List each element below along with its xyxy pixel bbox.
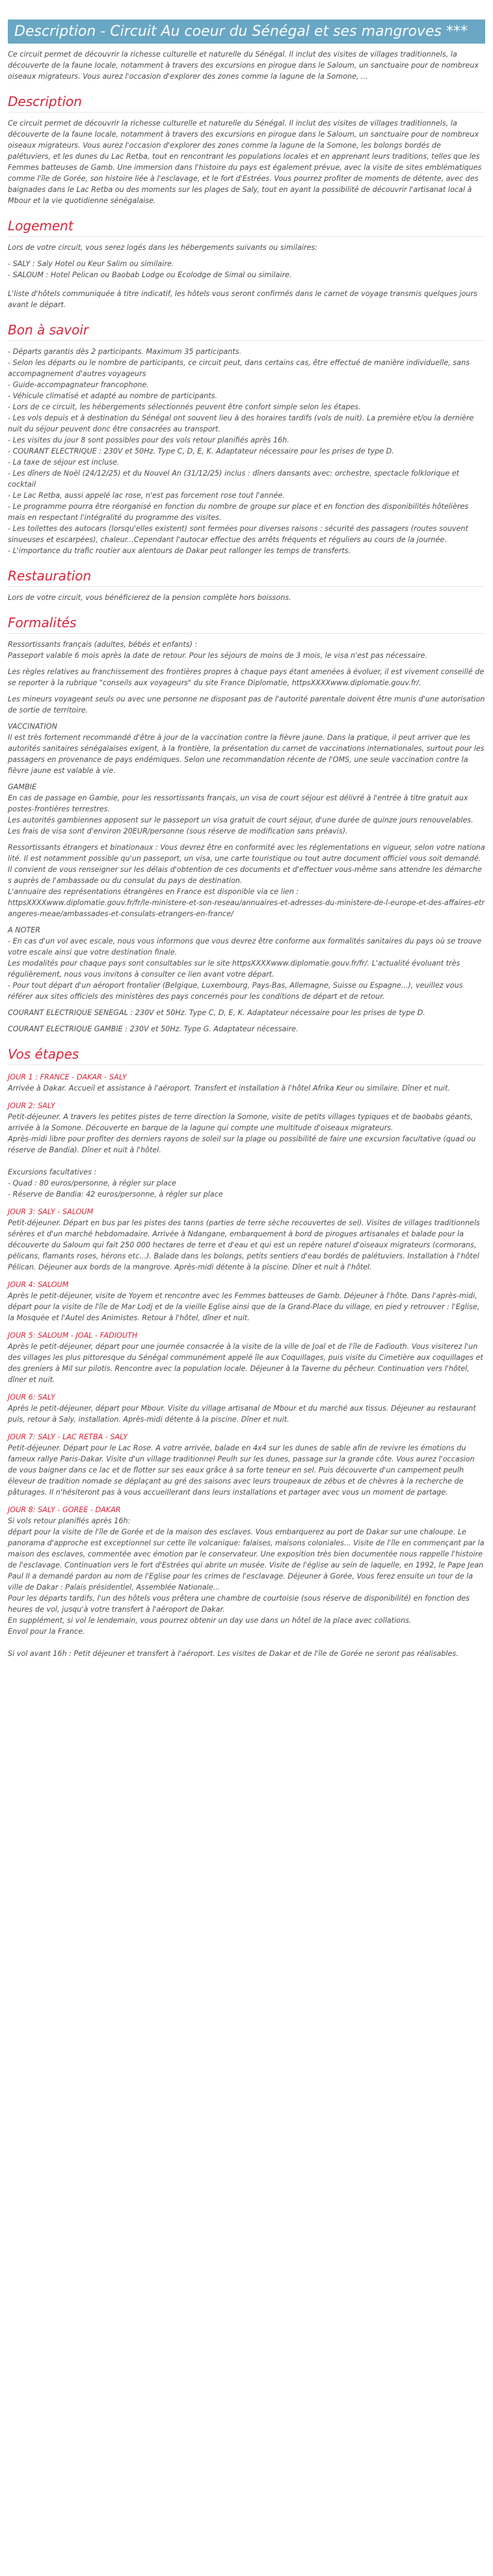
- logement-list: [8, 258, 485, 280]
- list-item: - SALY : Saly Hotel ou Keur Salim ou similaire.: [8, 260, 174, 268]
- day-item: [8, 1431, 485, 1498]
- list-item: - La taxe de séjour est incluse.: [8, 458, 120, 467]
- day-item: [8, 1392, 485, 1425]
- formalites-paragraph: Les mineurs voyageant seuls ou avec une personne ne disposant pas de l'autorité parentale doivent être munis d'une autorisation de sortie de territoire.: [8, 695, 485, 714]
- formalites-paragraph: VACCINATION Il est très fortement recommandé d'être à jour de la vaccination contre la fièvre jaune. Dans la pratique, il peut arriver que les autorités sanitaires sénégalaises exigent, à la frontière, la présentation du carnet de vaccinations internationales, surtout pour les passagers en provenance de pays endémiques. Selon une recommandation récente de l'OMS, une seule vaccination contre la fièvre jaune est valable à vie.: [8, 722, 485, 775]
- day-title: JOUR 5: SALOUM - JOAL - FADIOUTH: [8, 1331, 138, 1340]
- formalites-paragraph: A NOTER - En cas d'un vol avec escale, nous vous informons que vous devrez être conforme aux formalités sanitaires du pays où se trouve votre escale ainsi que votre destination finale. Les modalités pour chaque pays sont consultables sur le site httpsXXXXwww.diplomatie.gouv.fr/fr/. L'actualité évoluant très régulièrement, nous vous invitons à consulter ce lien avant votre départ. - Pour tout départ d'un aéroport frontalier (Belgique, Luxembourg, Pays-Bas, Allemagne, Suisse ou Espagne...), veuillez vous référer aux sites officiels des ministères des pays concernés pour les conditions de départ et de retour.: [8, 926, 482, 1001]
- formalites-paragraph: GAMBIE En cas de passage en Gambie, pour les ressortissants français, un visa de court séjour est délivré à l'entrée à titre gratuit aux postes-frontières terrestres. Les autorités gambiennes apposent sur le passeport un visa gratuit de court séjour, d'une durée de quinze jours renouvelables. Les frais de visa sont d'environ 20EUR/personne (sous réserve de modification sans préavis).: [8, 783, 473, 835]
- logement-intro: Lors de votre circuit, vous serez logés dans les hébergements suivants ou similaires:: [8, 243, 318, 252]
- day-item: [8, 1206, 485, 1273]
- day-item: [8, 1330, 485, 1385]
- list-item: - COURANT ELECTRIQUE : 230V et 50Hz. Type C, D, E, K. Adaptateur nécessaire pour les prises de type D.: [8, 447, 394, 455]
- list-item: - Les vols depuis et à destination du Sénégal ont souvent lieu à des horaires tardifs (vols de nuit). La première et/ou la dernière nuit du séjour peuvent donc être consacrées au transport.: [8, 414, 474, 433]
- day-body: Arrivée à Dakar. Accueil et assistance à l'aéroport. Transfert et installation à l'hôtel Afrika Keur ou similaire. Dîner et nuit.: [8, 1084, 451, 1092]
- section-title-restauration: Restauration: [8, 568, 485, 587]
- day-title: JOUR 1 : FRANCE - DAKAR - SALY: [8, 1073, 127, 1081]
- restauration-text: Lors de votre circuit, vous bénéficierez de la pension complète hors boissons.: [8, 593, 291, 602]
- day-body: Après le petit-déjeuner, départ pour Mbour. Visite du village artisanal de Mbour et du marché aux tissus. Déjeuner au restaurant puis, retour à Saly, installation. Après-midi détente à la piscine. Dîner et nuit.: [8, 1404, 476, 1424]
- list-item: - Les dîners de Noël (24/12/25) et du Nouvel An (31/12/25) inclus : dîners dansants avec: orchestre, spectacle folklorique et cocktail: [8, 469, 460, 489]
- formalites-paragraph: Ressortissants étrangers et binationaux : Vous devrez être en conformité avec les réglementations en vigueur, selon votre nationalité. Il est notamment possible qu'un passeport, un visa, une carte touristique ou tout autre document officiel vous soit demandé. Il convient de vous renseigner sur les délais d'obtention de ces documents et d'effectuer vous-même sans attendre les démarches auprès de l'ambassade ou du consulat du pays de destination. L'annuaire des représentations étrangères en France est disponible via ce lien : httpsXXXXwww.diplomatie.gouv.fr/fr/le-ministere-et-son-reseau/annuaires-et-adresses-du-ministere-de-l-europe-et-des-affaires-etrangeres-meae/ambassades-et-consulats-etrangers-en-france/: [8, 843, 485, 918]
- day-title: JOUR 8: SALY - GOREE - DAKAR: [8, 1506, 121, 1514]
- day-item: [8, 1279, 485, 1323]
- list-item: - SALOUM : Hotel Pelican ou Baobab Lodge ou Ecolodge de Simal ou similaire.: [8, 271, 292, 279]
- formalites-paragraph: Ressortissants français (adultes, bébés et enfants) : Passeport valable 6 mois après la date de retour. Pour les séjours de moins de 3 mois, le visa n'est pas nécessaire.: [8, 640, 427, 660]
- list-item: - Les toilettes des autocars (lorsqu'elles existent) sont fermées pour diverses raisons : sécurité des passagers (routes souvent sinueuses et escarpées), chaleur...Cependant l'autocar effectue des arrêts fréquents et réguliers au cours de la journée.: [8, 524, 468, 544]
- list-item: - L'importance du trafic routier aux alentours de Dakar peut rallonger les temps de transferts.: [8, 547, 351, 555]
- section-title-etapes: Vos étapes: [8, 1046, 485, 1065]
- description-text: Ce circuit permet de découvrir la richesse culturelle et naturelle du Sénégal. Il inclut des visites de villages traditionnels, la découverte de la faune locale, notamment à travers des excursions en pirogue dans le Saloum, un sanctuaire pour de nombreux oiseaux migrateurs. Vous aurez l'occasion d'explorer des zones comme la lagune de la Somone, les bolongs bordés de palétuviers, et les dunes du Lac Retba, tout en rencontrant les populations locales et en apprenant leurs traditions, telles que les Femmes batteuses de Gamb. Une immersion dans l'histoire du pays est également prévue, avec la visite de sites emblématiques comme l'île de Gorée, son histoire liée à l'esclavage, et le fort d'Estrées. Vous pourrez profiter de moments de détente, avec des baignades dans le Lac Retba ou des moments sur les plages de Saly, tout en ayant la possibilité de découvrir l'artisanat local à Mbour et la vie quotidienne sénégalaise.: [8, 119, 482, 205]
- day-item: [8, 1100, 485, 1200]
- day-body: Petit-déjeuner. A travers les petites pistes de terre direction la Somone, visite de petits villages typiques et de baobabs géants, arrivée à la Somone. Découverte en barque de la lagune qui compte une multitude d'oiseaux migrateurs. Après-midi libre pour profiter des derniers rayons de soleil sur la plage ou possibilité de faire une excursion facultative (quad ou réserve de Bandia). Dîner et nuit à l'hôtel. Excursions facultatives : - Quad : 80 euros/personne, à régler sur place - Réserve de Bandia: 42 euros/personne, à régler sur place: [8, 1113, 476, 1199]
- intro-text: Ce circuit permet de découvrir la richesse culturelle et naturelle du Sénégal. Il inclut des visites de villages traditionnels, la découverte de la faune locale, notamment à travers des excursions en pirogue dans le Saloum, un sanctuaire pour de nombreux oiseaux migrateurs. Vous aurez l'occasion d'explorer des zones comme la lagune de la Somone, ...: [8, 50, 479, 81]
- day-title: JOUR 3: SALY - SALOUM: [8, 1208, 94, 1216]
- day-title: JOUR 7: SALY - LAC RETBA - SALY: [8, 1433, 128, 1441]
- day-title: JOUR 2: SALY: [8, 1102, 55, 1110]
- list-item: - Départs garantis dès 2 participants. Maximum 35 participants.: [8, 347, 242, 356]
- bon-a-savoir-list: [8, 346, 485, 556]
- day-item: [8, 1072, 485, 1094]
- list-item: - Selon les départs ou le nombre de participants, ce circuit peut, dans certains cas, être effectué de manière individuelle, sans accompagnement d'autres voyageurs: [8, 359, 470, 378]
- day-body: Petit-déjeuner. Départ pour le Lac Rose. A votre arrivée, balade en 4x4 sur les dunes de sable afin de revivre les émotions du fameux rallye Paris-Dakar. Visite d'un village traditionnel Peulh sur les dunes, passage sur la grande côte. Vous aurez l'occasion de vous baigner dans ce lac et de flotter sur ses eaux grâce à sa forte teneur en sel. Puis découverte d'un campement peulh éleveur de tradition nomade se déplaçant au gré des saisons avec leurs troupeaux de zébus et de chèvres à la recherche de pâturages. Il n'hésiteront pas à vous accueillerant dans leurs installations et partager avec vous un moment de partage.: [8, 1444, 475, 1497]
- day-body: Après le petit-déjeuner, visite de Yoyem et rencontre avec les Femmes batteuses de Gamb. Déjeuner à l'hôte. Dans l'après-midi, départ pour la visite de l'île de Mar Lodj et de la vieille Eglise ainsi que de la Grand-Place du village, en pied y retrouver : l'Eglise, la Mosquée et l'Autel des Animistes. Retour à l'hôtel, dîner et nuit.: [8, 1292, 480, 1322]
- logement-note: L'liste d'hôtels communiquée à titre indicatif, les hôtels vous seront confirmés dans le carnet de voyage transmis quelques jours avant le départ.: [8, 290, 477, 309]
- section-title-logement: Logement: [8, 218, 485, 237]
- list-item: - Le Lac Retba, aussi appelé lac rose, n'est pas forcement rose tout l'année.: [8, 491, 285, 500]
- section-title-bon-a-savoir: Bon à savoir: [8, 322, 485, 341]
- day-title: JOUR 6: SALY: [8, 1393, 55, 1402]
- list-item: - Les visites du jour 8 sont possibles pour des vols retour planifiés après 16h.: [8, 436, 289, 444]
- day-body: Après le petit-déjeuner, départ pour une journée consacrée à la visite de la ville de Joal et de l'île de Fadiouth. Vous visiterez l'un des villages les plus pittoresque du Sénégal communément appelé île aux Coquillages, puis visite du Cimetière aux coquillages et des greniers à Mil sur pilotis. Rencontre avec la population locale. Déjeuner à la Taverne du pêcheur. Continuation vers l'hôtel, dîner et nuit.: [8, 1342, 483, 1384]
- formalites-paragraph: Les règles relatives au franchissement des frontières propres à chaque pays étant amenées à évoluer, il est vivement conseillé de se reporter à la rubrique "conseils aux voyageurs" du site France Diplomatie, httpsXXXXwww.diplomatie.gouv.fr/.: [8, 668, 485, 687]
- list-item: - Véhicule climatisé et adapté au nombre de participants.: [8, 392, 218, 400]
- banner-title: Description - Circuit Au coeur du Sénégal et ses mangroves ***: [8, 20, 485, 44]
- list-item: - Le programme pourra être réorganisé en fonction du nombre de groupe sur place et en fonction des disponibilités hôtelières mais en respectant l'intégralité du programme des visites.: [8, 502, 469, 522]
- day-body: Petit-déjeuner. Départ en bus par les pistes des tanns (parties de terre sèche recouvertes de sel). Visites de villages traditionnels sérères et d'un marché hebdomadaire. Arrivée à Ndangane, embarquement à bord de pirogues artisanales et balade pour la découverte du Saloum qui fait 250 000 hectares de terre et d'eau et qui est un repère naturel d'oiseaux migrateurs (cormorans, pélicans, flamants roses, hérons etc...). Balade dans les bolongs, petits sentiers d'eau bordés de palétuviers. Installation à l'hôtel Pélican. Déjeuner aux bords de la mangrove. Après-midi détente à la piscine. Dîner et nuit à l'hôtel.: [8, 1219, 480, 1271]
- section-title-description: Description: [8, 94, 485, 113]
- section-title-formalites: Formalités: [8, 615, 485, 634]
- formalites-paragraph: COURANT ELECTRIQUE SENEGAL : 230V et 50Hz. Type C, D, E, K. Adaptateur nécessaire pour les prises de type D.: [8, 1009, 425, 1017]
- list-item: - Guide-accompagnateur francophone.: [8, 381, 149, 389]
- list-item: - Lors de ce circuit, les hébergements sélectionnés peuvent être confort simple selon les étapes.: [8, 403, 361, 411]
- day-body: Si vols retour planifiés après 16h: départ pour la visite de l'île de Gorée et de la maison des esclaves. Vous embarquerez au port de Dakar sur une chaloupe. Le panorama d'approche est exceptionnel sur cette île volcanique: falaises, maisons coloniales... Visite de l'île en commençant par la maison des esclaves, commentée avec émotion par le conservateur. Une exposition très bien documentée nous rappelle l'histoire de l'esclavage. Continuation vers le fort d'Estrées qui abrite un musée. Visite de l'église au sein de laquelle, en 1992, le Pape Jean Paul II a demandé pardon au nom de l'Eglise pour les crimes de l'esclavage. Déjeuner à Gorée, Vous ferez ensuite un tour de la ville de Dakar : Palais présidentiel, Assemblée Nationale... Pour les départs tardifs, l'un des hôtels vous prêtera une chambre de courtoisie (sous réserve de disponibilité) en fonction des heures de vol, jusqu'à votre transfert à l'aéroport de Dakar. En supplément, si vol le lendemain, vous pourrez obtenir un day use dans un hôtel de la place avec collations. Envol pour la France. Si vol avant 16h : Petit déjeuner et transfert à l'aéroport. Les visites de Dakar et de l'île de Gorée ne seront pas réalisables.: [8, 1517, 485, 1658]
- day-title: JOUR 4: SALOUM: [8, 1281, 69, 1289]
- day-item: [8, 1504, 485, 1659]
- formalites-paragraph: COURANT ELECTRIQUE GAMBIE : 230V et 50Hz. Type G. Adaptateur nécessaire.: [8, 1025, 299, 1033]
